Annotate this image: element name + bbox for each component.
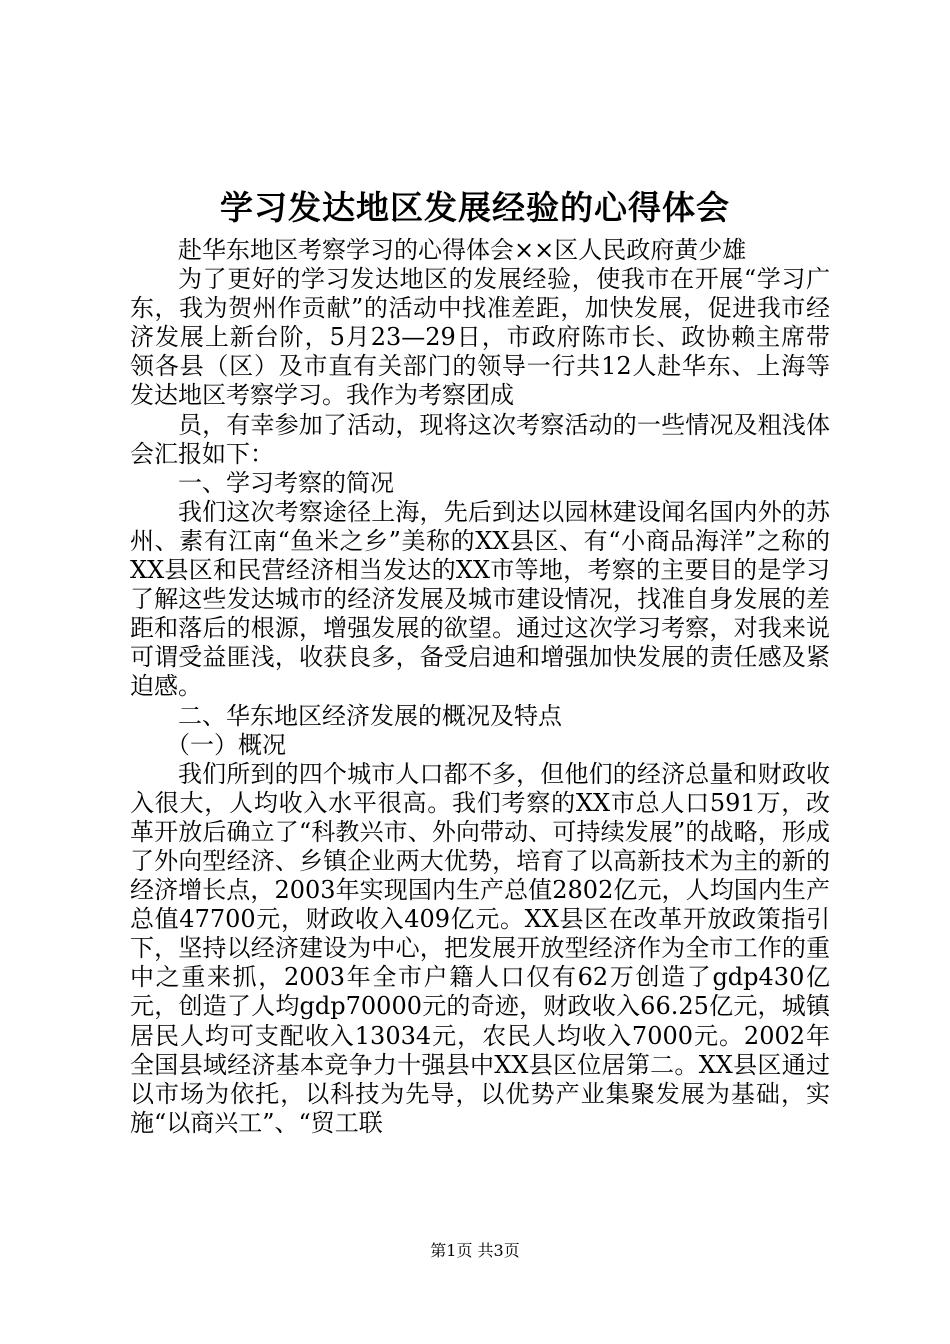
paragraph-subtitle: 赴华东地区考察学习的心得体会××区人民政府黄少雄 xyxy=(178,236,747,264)
paragraph-intro-continued: 员，有幸参加了活动，现将这次考察活动的一些情况及粗浅体会汇报如下： xyxy=(130,410,830,468)
document-title: 学习发达地区发展经验的心得体会 xyxy=(220,188,730,227)
paragraph-intro: 为了更好的学习发达地区的发展经验，使我市在开展“学习广东，我为贺州作贡献”的活动中找准差距，加快发展，促进我市经济发展上新台阶，5月23—29日，市政府陈市长、政协赖主席带领各县（区）及市直有关部门的领导一行共12人赴华东、上海等发达地区考察学习。我作为考察团成 xyxy=(130,265,830,410)
paragraph-overview: 我们所到的四个城市人口都不多，但他们的经济总量和财政收入很大，人均收入水平很高。我们考察的XX市总人口591万，改革开放后确立了“科教兴市、外向带动、可持续发展”的战略，形成了外向型经济、乡镇企业两大优势，培育了以高新技术为主的新的经济增长点，2003年实现国内生产总值2802亿元，人均国内生产总值47700元，财政收入409亿元。XX县区在改革开放政策指引下，坚持以经济建设为中心，把发展开放型经济作为全市工作的重中之重来抓，2003年全市户籍人口仅有62万创造了gdp430亿元，创造了人均gdp70000元的奇迹，财政收入66.25亿元，城镇居民人均可支配收入13034元，农民人均收入7000元。2002年全国县域经济基本竞争力十强县中XX县区位居第二。XX县区通过以市场为依托，以科技为先导，以优势产业集聚发展为基础，实施“以商兴工”、“贸工联 xyxy=(130,759,830,1137)
subsection-heading-overview: （一）概况 xyxy=(166,730,286,759)
section-heading-1: 一、学习考察的简况 xyxy=(178,468,394,497)
section-heading-2: 二、华东地区经济发展的概况及特点 xyxy=(178,701,562,730)
document-body xyxy=(130,236,830,1138)
paragraph-section-1: 我们这次考察途径上海，先后到达以园林建设闻名国内外的苏州、素有江南“鱼米之乡”美称的XX县区、有“小商品海洋”之称的XX县区和民营经济相当发达的XX市等地，考察的主要目的是学习了解这些发达城市的经济发展及城市建设情况，找准自身发展的差距和落后的根源，增强发展的欲望。通过这次学习考察，对我来说可谓受益匪浅，收获良多，备受启迪和增强加快发展的责任感及紧迫感。 xyxy=(130,497,830,701)
page-number: 第1页 共3页 xyxy=(430,1241,520,1260)
